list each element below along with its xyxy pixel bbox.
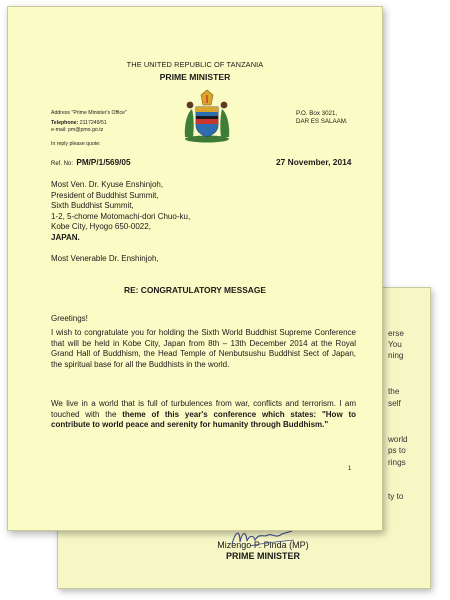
addressee-line: Sixth Buddhist Summit, xyxy=(51,201,134,210)
salutation: Most Venerable Dr. Enshinjoh, xyxy=(51,254,159,263)
greeting: Greetings! xyxy=(51,314,88,323)
addressee-line: President of Buddhist Summit, xyxy=(51,190,159,200)
city: DAR ES SALAAM. xyxy=(296,118,348,125)
address-label: Address "Prime Minister's Office" xyxy=(51,110,127,116)
page2-text-fragment: ps to xyxy=(388,446,406,455)
reference-number: PM/P/1/569/05 xyxy=(76,158,131,167)
page2-text-fragment: ning xyxy=(388,351,404,360)
body-paragraph-2 xyxy=(51,399,356,431)
addressee-line: Kobe City, Hyogo 650-0022, xyxy=(51,222,151,231)
reference-label: Ref. No: xyxy=(51,161,74,167)
page2-text-fragment: You xyxy=(388,340,402,349)
page2-text-fragment: the xyxy=(388,387,400,396)
email-line: e-mail: pm@pmo.go.tz xyxy=(51,127,104,133)
po-box: P.O. Box 3021, xyxy=(296,110,338,117)
signatory-title: PRIME MINISTER xyxy=(225,551,300,561)
letterhead-office: PRIME MINISTER xyxy=(159,72,231,82)
addressee-line: 1-2, 5-chome Motomachi-dori Chuo-ku, xyxy=(51,211,191,221)
addressee-country: JAPAN. xyxy=(51,232,80,242)
letter-date: 27 November, 2014 xyxy=(276,157,352,167)
body-paragraph-2-text: We live in a world that is full of turbulences from war, conflicts and terrorism. I am touched with the xyxy=(51,399,356,419)
telephone-label: Telephone: xyxy=(51,120,79,126)
reply-note: In reply please quote: xyxy=(51,141,101,147)
subject-line: RE: CONGRATULATORY MESSAGE xyxy=(124,285,266,295)
signatory-name: Mizengo P. Pinda (MP) xyxy=(217,540,309,550)
letter-page-1 xyxy=(7,6,383,531)
page2-text-fragment: erse xyxy=(388,329,404,338)
body-paragraph-1: I wish to congratulate you for holding the Sixth World Buddhist Supreme Conference that will be held in Kobe City, Japan from 8th – 13th December 2014 at the Royal Grand Hall of Buddhism, the Head Temple of Nenbutsushu Buddhist Sect of Japan, the spiritual base for all the Buddhists in the world. xyxy=(51,328,356,369)
page-number: 1 xyxy=(348,466,352,472)
telephone-number: 2117249/51 xyxy=(79,120,107,126)
page2-text-fragment: world xyxy=(388,435,408,444)
page2-text-fragment: rings xyxy=(388,458,406,467)
telephone-line xyxy=(51,120,107,127)
page2-text-fragment: ty to xyxy=(388,492,404,501)
coat-of-arms-icon xyxy=(179,87,235,143)
reference-line xyxy=(51,158,131,167)
conference-theme: theme of this year's conference which states: "How to contribute to world peace and serenity for humanity through Buddhism." xyxy=(51,409,356,429)
addressee-block xyxy=(51,180,190,243)
letterhead-republic: THE UNITED REPUBLIC OF TANZANIA xyxy=(126,60,264,69)
signature-block xyxy=(208,540,318,562)
addressee-line: Most Ven. Dr. Kyuse Enshinjoh, xyxy=(51,180,164,189)
page2-text-fragment: self xyxy=(388,399,401,408)
